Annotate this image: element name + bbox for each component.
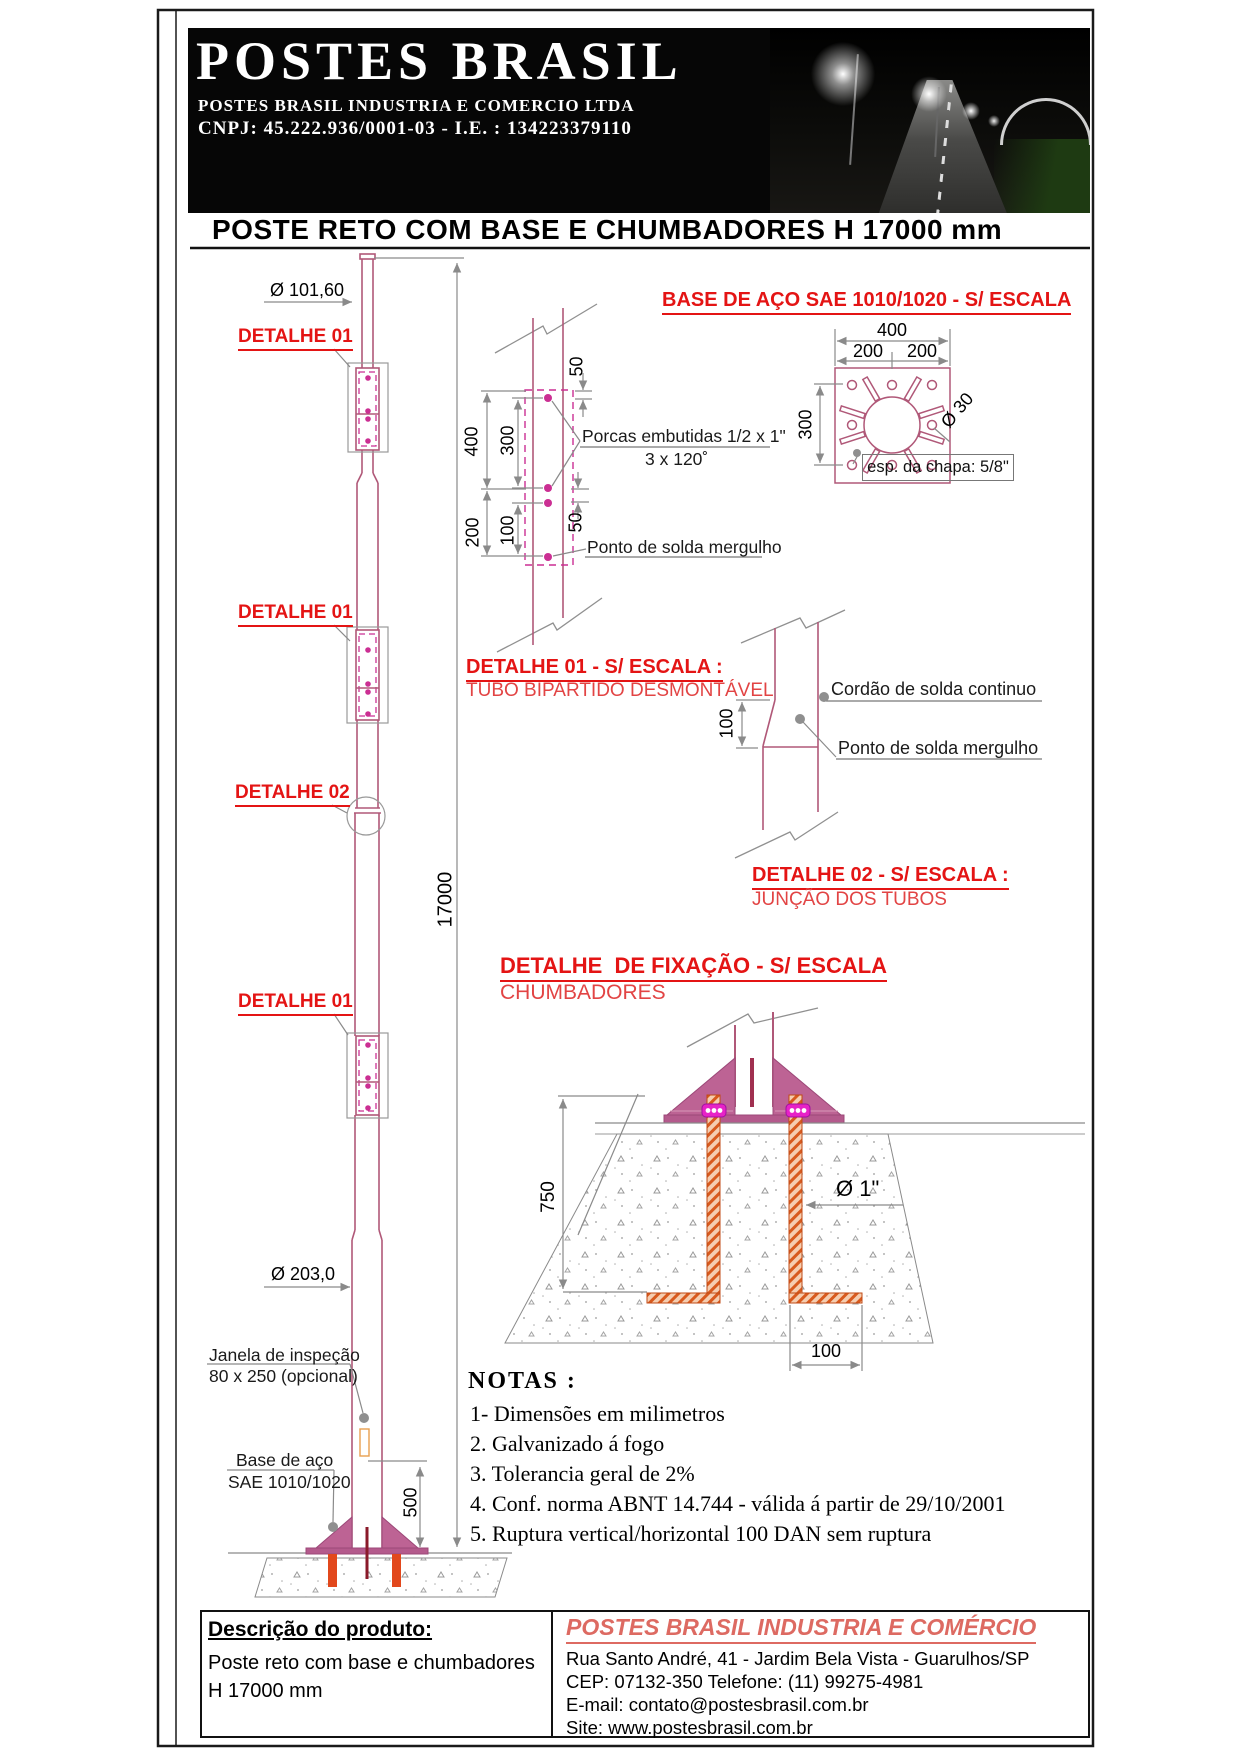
photo-lamp-glow: [808, 39, 878, 109]
dim-plate-200a: 200: [852, 341, 884, 361]
label-detalhe01-b: DETALHE 01: [238, 602, 353, 627]
label-dia-bottom: Ø 203,0: [271, 1264, 336, 1284]
label-ponto-solda-det02: Ponto de solda mergulho: [838, 738, 1039, 758]
dim-plate-d30: Ø 30: [936, 388, 978, 432]
header-banner: [188, 28, 1090, 213]
nota-item-5: 5. Ruptura vertical/horizontal 100 DAN sem ruptura: [470, 1521, 932, 1546]
dim-sec-300: 300: [497, 425, 518, 456]
dim-sec-400: 400: [461, 426, 482, 457]
label-detalhe01-c: DETALHE 01: [238, 991, 353, 1016]
footer-site: Site: www.postesbrasil.com.br: [566, 1717, 813, 1738]
photo-grass: [994, 139, 1090, 213]
product-description-1: Poste reto com base e chumbadores: [208, 1652, 535, 1674]
label-esp-chapa: esp. da chapa: 5/8": [862, 454, 1014, 481]
sheet-title: POSTE RETO COM BASE E CHUMBADORES H 17000 mm: [212, 214, 1003, 245]
photo-lamp-glow: [911, 76, 947, 112]
dim-750: 750: [538, 1181, 559, 1213]
footer-left-heading: Descrição do produto:: [208, 1618, 433, 1641]
nota-item-2: 2. Galvanizado á fogo: [470, 1431, 665, 1456]
label-base-aco-2: SAE 1010/1020: [228, 1472, 351, 1492]
detalhe02-caption-1: DETALHE 02 - S/ ESCALA :: [752, 864, 1009, 890]
label-janela-2: 80 x 250 (opcional): [209, 1366, 358, 1386]
dim-dia-1: Ø 1": [836, 1176, 880, 1201]
product-description-2: H 17000 mm: [208, 1680, 323, 1702]
dim-sec-50b: 50: [565, 512, 586, 533]
fixacao-caption-2: CHUMBADORES: [500, 981, 666, 1004]
label-detalhe01-a: DETALHE 01: [238, 326, 353, 351]
dim-plate-300: 300: [795, 409, 816, 440]
footer-divider: [551, 1610, 553, 1738]
label-porcas: Porcas embutidas 1/2 x 1": [582, 426, 786, 446]
label-janela-1: Janela de inspeção: [209, 1345, 360, 1365]
notas-heading: NOTAS :: [468, 1368, 577, 1394]
label-ponto-solda: Ponto de solda mergulho: [587, 537, 782, 557]
footer-cep-tel: CEP: 07132-350 Telefone: (11) 99275-4981: [566, 1671, 924, 1692]
fixacao-caption-1: DETALHE DE FIXAÇÃO - S/ ESCALA: [500, 953, 887, 982]
photo-lamp-glow: [962, 102, 980, 120]
fixation-drawing: [505, 1008, 1085, 1371]
detail-callouts: [347, 363, 388, 1118]
photo-bridge-arch: [1000, 98, 1090, 145]
dim-plate-400: 400: [876, 320, 908, 340]
footer-company-heading: POSTES BRASIL INDUSTRIA E COMÉRCIO: [566, 1614, 1036, 1644]
footer-address: Rua Santo André, 41 - Jardim Bela Vista - Guarulhos/SP: [566, 1648, 1030, 1669]
label-porcas-2: 3 x 120˚: [645, 449, 709, 469]
label-base-aco-1: Base de aço: [236, 1450, 334, 1470]
pole-joint-bolts: [365, 375, 371, 1111]
dim-500: 500: [400, 1487, 421, 1518]
dim-plate-200b: 200: [906, 341, 938, 361]
dim-fix-100: 100: [810, 1341, 842, 1361]
company-name: POSTES BRASIL INDUSTRIA E COMERCIO LTDA: [198, 96, 635, 115]
dim-17000: 17000: [434, 871, 457, 928]
detalhe02-caption-2: JUNÇÃO DOS TUBOS: [752, 889, 947, 910]
detalhe02-drawing: [735, 610, 1042, 858]
footer-email: E-mail: contato@postesbrasil.com.br: [566, 1694, 869, 1715]
nota-item-4: 4. Conf. norma ABNT 14.744 - válida á partir de 29/10/2001: [470, 1491, 1006, 1516]
detalhe01-caption-2: TUBO BIPARTIDO DESMONTÁVEL: [466, 680, 774, 701]
company-logo: POSTES BRASIL: [196, 31, 683, 91]
notas-list: [470, 1399, 1005, 1549]
label-cordao-solda: Cordão de solda continuo: [831, 679, 1037, 699]
detalhe01-section: [481, 304, 770, 652]
nota-item-3: 3. Tolerancia geral de 2%: [470, 1461, 695, 1486]
label-detalhe02: DETALHE 02: [235, 782, 350, 807]
dim-sec-200: 200: [462, 517, 483, 548]
nota-item-1: 1- Dimensões em milimetros: [470, 1401, 725, 1426]
dim-sec-100: 100: [497, 515, 518, 546]
base-plate-heading: BASE DE AÇO SAE 1010/1020 - S/ ESCALA: [662, 289, 1071, 315]
banner-photo: [770, 28, 1090, 213]
company-cnpj: CNPJ: 45.222.936/0001-03 - I.E. : 134223379110: [198, 118, 632, 139]
detalhe01-caption-1: DETALHE 01 - S/ ESCALA :: [466, 656, 723, 682]
photo-lamp-glow: [988, 115, 1000, 127]
label-dia-top: Ø 101,60: [270, 280, 345, 300]
dim-det02-100: 100: [716, 708, 737, 739]
dim-sec-50a: 50: [566, 356, 587, 377]
